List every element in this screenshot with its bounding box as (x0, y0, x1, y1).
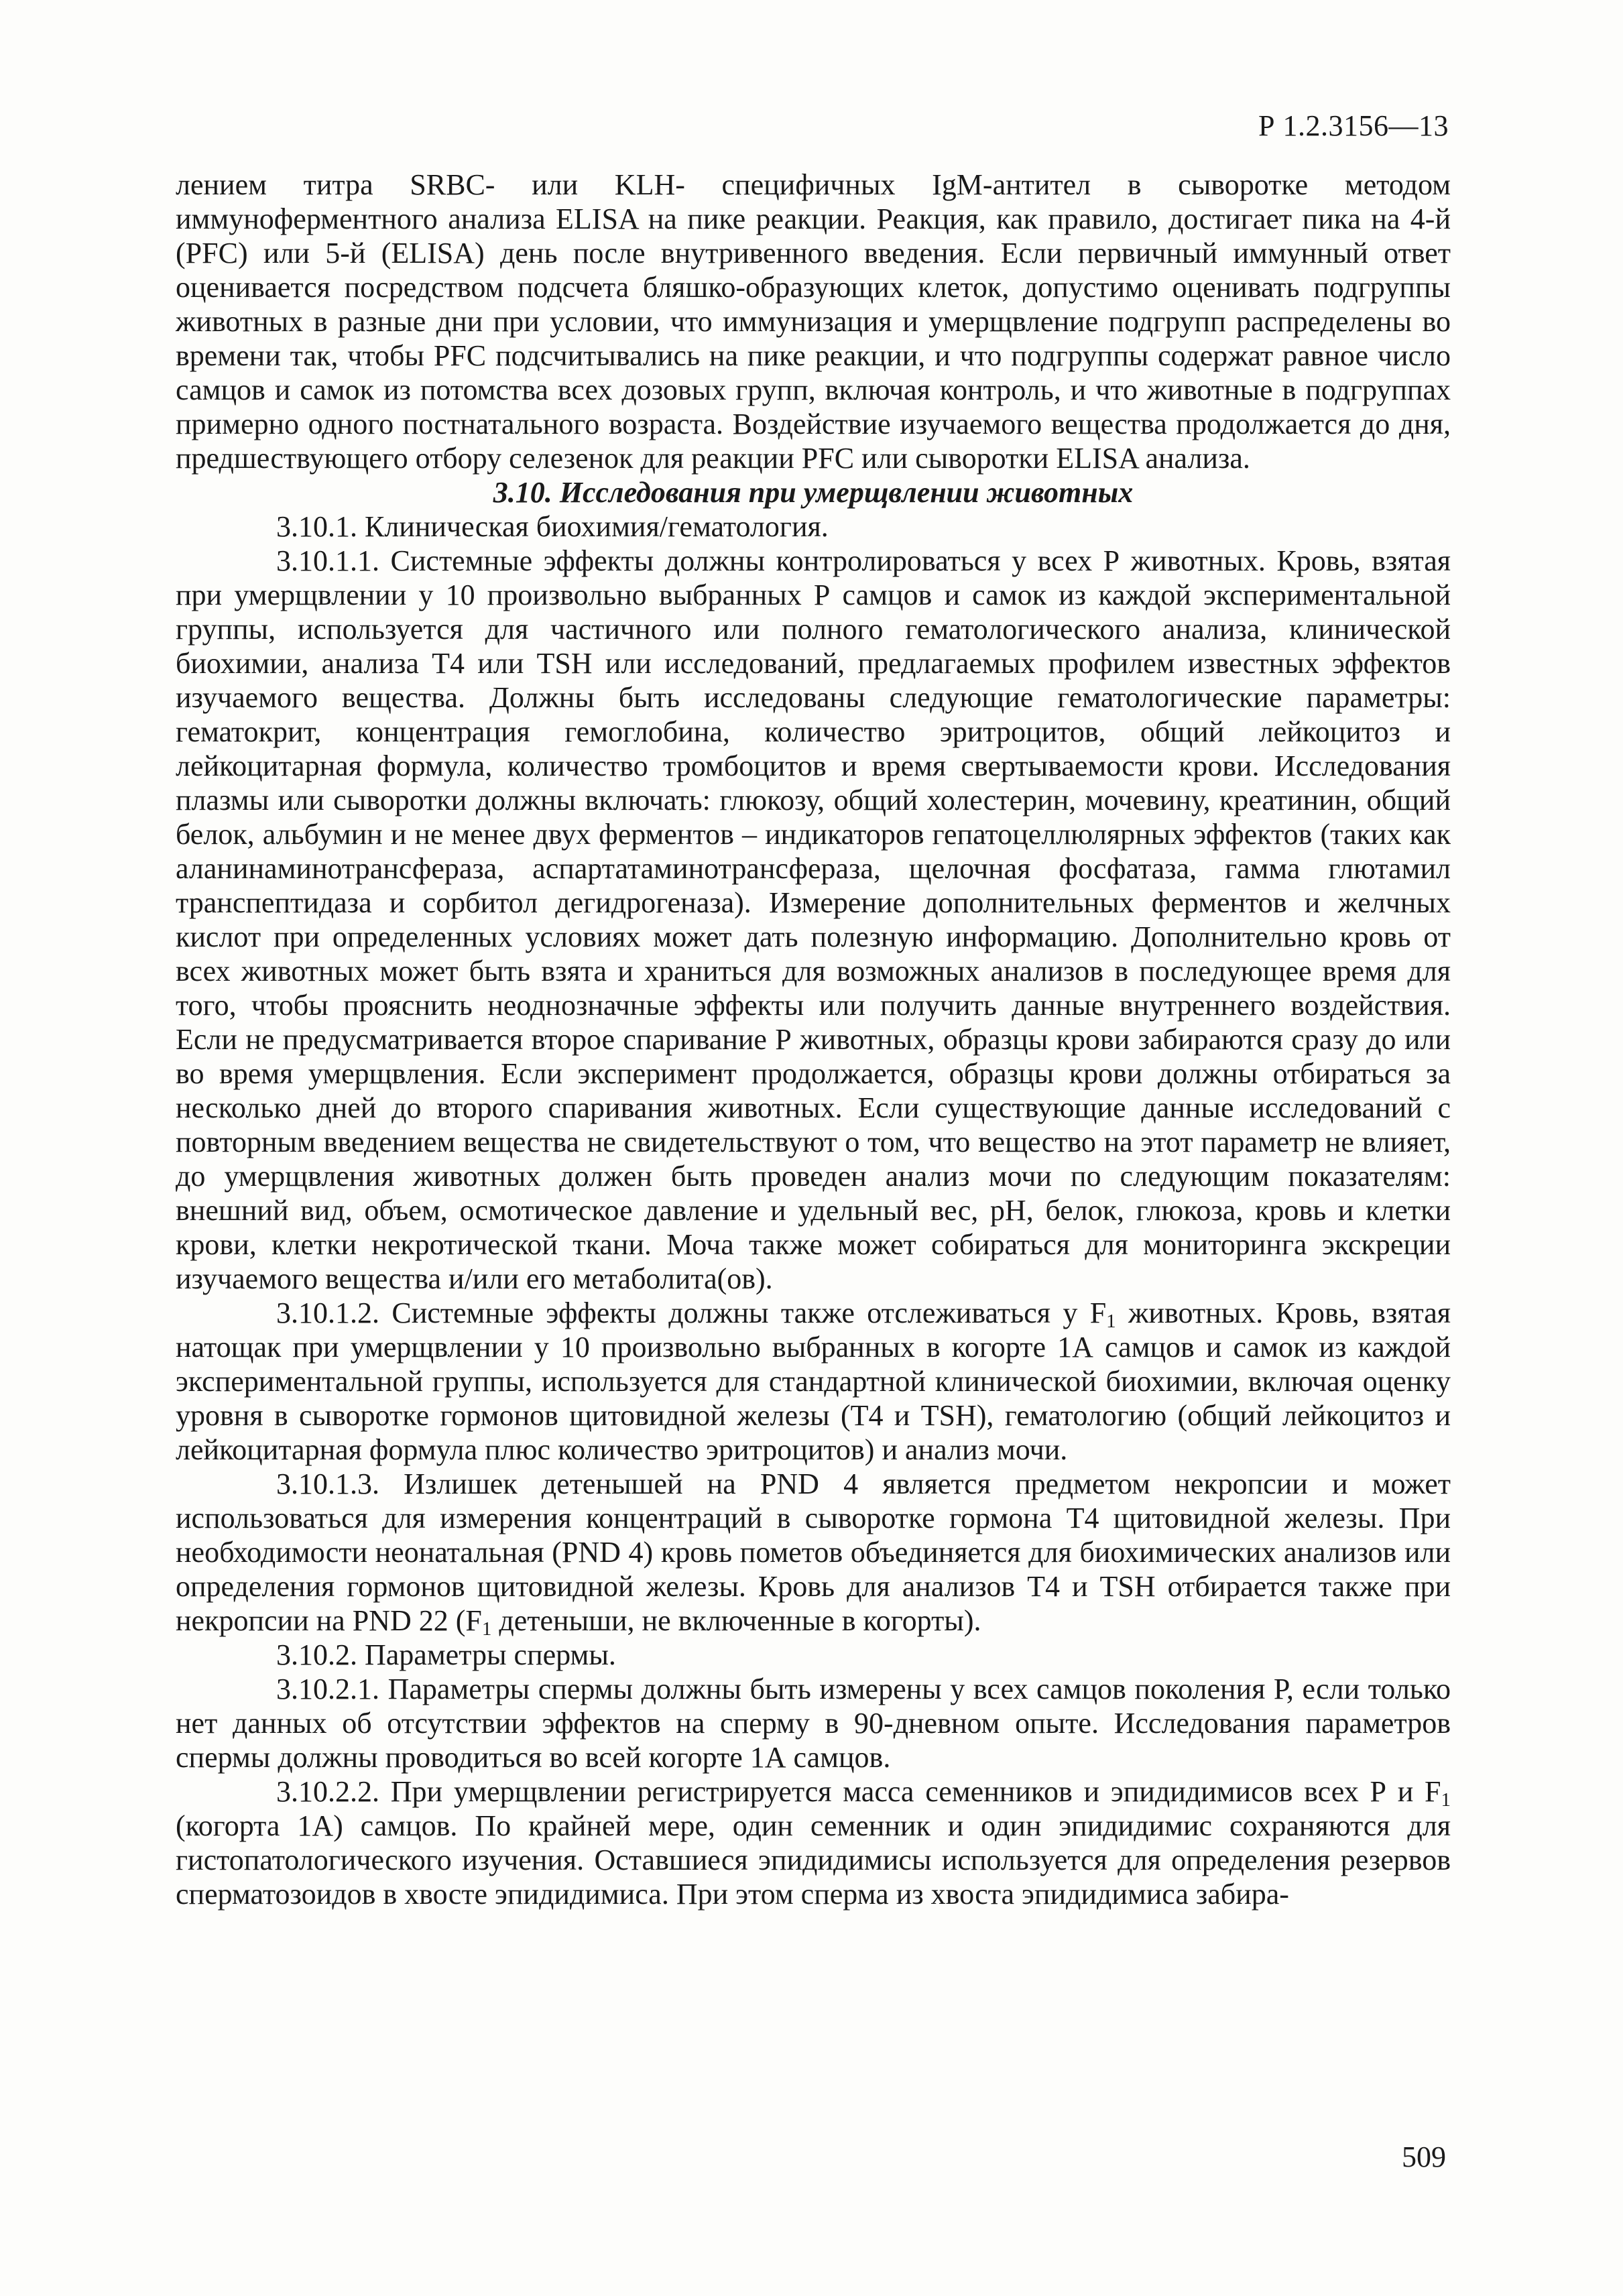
document-code: Р 1.2.3156—13 (1258, 109, 1449, 142)
subscript: 1 (1441, 1789, 1451, 1811)
text-segment: детеныши, не включенные в когорты). (491, 1604, 981, 1637)
text-segment: 3.10.2.2. При умерщвлении регистрируется масса семенников и эпидидимисов всех Р и F (276, 1775, 1441, 1808)
paragraph-continuation: лением титра SRBC- или KLH- специфичных IgM-антител в сыворотке методом иммуноферментного анализа ELISA на пике реакции. Реакция, как правило, достигает пика на 4-й (PFC) или 5-й (ELISA) день после внутривенного введения. Если первичный иммунный ответ оценивается посредством подсчета бляшко-образующих клеток, допустимо оценивать подгруппы животных в разные дни при условии, что иммунизация и умерщвление подгрупп распределены во времени так, чтобы PFC подсчитывались на пике реакции, и что подгруппы содержат равное число самцов и самок из потомства всех дозовых групп, включая контроль, и что животные в подгруппах примерно одного постнатального возраста. Воздействие изучаемого вещества продолжается до дня, предшествующего отбору селезенок для реакции PFC или сыворотки ELISA анализа. (176, 168, 1451, 475)
text-segment: 3.10.1.3. Излишек детенышей на PND 4 является предметом некропсии и может использоваться для измерения концентраций в сыворотке гормона T4 щитовидной железы. При необходимости неонатальная (PND 4) кровь пометов объединяется для биохимических анализов или определения гормонов щитовидной железы. Кровь для анализов T4 и TSH отбирается также при некропсии на PND 22 (F (176, 1467, 1451, 1637)
paragraph-3-10-1: 3.10.1. Клиническая биохимия/гематология. (276, 510, 829, 543)
subscript: 1 (1106, 1311, 1116, 1332)
paragraph-3-10-2-1: 3.10.2.1. Параметры спермы должны быть измерены у всех самцов поколения Р, если только нет данных об отсутствии эффектов на сперму в 90-дневном опыте. Исследования параметров спермы должны проводиться во всей когорте 1А самцов. (176, 1673, 1451, 1774)
body-text (176, 168, 1451, 1911)
paragraph-3-10-1-2 (176, 1296, 1451, 1467)
text-segment: 3.10.1.2. Системные эффекты должны также отслеживаться у F (276, 1296, 1107, 1329)
page-number: 509 (1402, 2140, 1446, 2173)
text-segment: животных. Кровь, взятая натощак при умерщвлении у 10 произвольно выбранных в когорте 1А самцов и самок из каждой экспериментальной группы, используется для стандартной клинической биохимии, включая оценку уровня в сыворотке гормонов щитовидной железы (T4 и TSH), гематологию (общий лейкоцитоз и лейкоцитарная формула плюс количество эритроцитов) и анализ мочи. (176, 1296, 1451, 1466)
section-heading: 3.10. Исследования при умерщвлении животных (493, 476, 1134, 509)
text-segment: (когорта 1А) самцов. По крайней мере, один семенник и один эпидидимис сохраняются для гистопатологического изучения. Оставшиеся эпидидимисы используется для определения резервов сперматозоидов в хвосте эпидидимиса. При этом сперма из хвоста эпидидимиса забира- (176, 1809, 1451, 1911)
paragraph-3-10-2: 3.10.2. Параметры спермы. (276, 1638, 616, 1671)
paragraph-3-10-1-3 (176, 1467, 1451, 1638)
subscript: 1 (481, 1618, 492, 1640)
paragraph-3-10-1-1: 3.10.1.1. Системные эффекты должны контролироваться у всех Р животных. Кровь, взятая при умерщвлении у 10 произвольно выбранных Р самцов и самок из каждой экспериментальной группы, используется для частичного или полного гематологического анализа, клинической биохимии, анализа T4 или TSH или исследований, предлагаемых профилем известных эффектов изучаемого вещества. Должны быть исследованы следующие гематологические параметры: гематокрит, концентрация гемоглобина, количество эритроцитов, общий лейкоцитоз и лейкоцитарная формула, количество тромбоцитов и время свертываемости крови. Исследования плазмы или сыворотки должны включать: глюкозу, общий холестерин, мочевину, креатинин, общий белок, альбумин и не менее двух ферментов – индикаторов гепатоцеллюлярных эффектов (таких как аланинаминотрансфераза, аспартатаминотрансфераза, щелочная фосфатаза, гамма глютамил транспептидаза и сорбитол дегидрогеназа). Измерение дополнительных ферментов и желчных кислот при определенных условиях может дать полезную информацию. Дополнительно кровь от всех животных может быть взята и храниться для возможных анализов в последующее время для того, чтобы прояснить неоднозначные эффекты или получить данные внутреннего воздействия. Если не предусматривается второе спаривание Р животных, образцы крови забираются сразу до или во время умерщвления. Если эксперимент продолжается, образцы крови должны отбираться за несколько дней до второго спаривания животных. Если существующие данные исследований с повторным введением вещества не свидетельствуют о том, что вещество на этот параметр не влияет, до умерщвления животных должен быть проведен анализ мочи по следующим показателям: внешний вид, объем, осмотическое давление и удельный вес, pH, белок, глюкоза, кровь и клетки крови, клетки некротической ткани. Моча также может собираться для мониторинга экскреции изучаемого вещества и/или его метаболита(ов). (176, 544, 1451, 1295)
paragraph-3-10-2-2 (176, 1774, 1451, 1911)
